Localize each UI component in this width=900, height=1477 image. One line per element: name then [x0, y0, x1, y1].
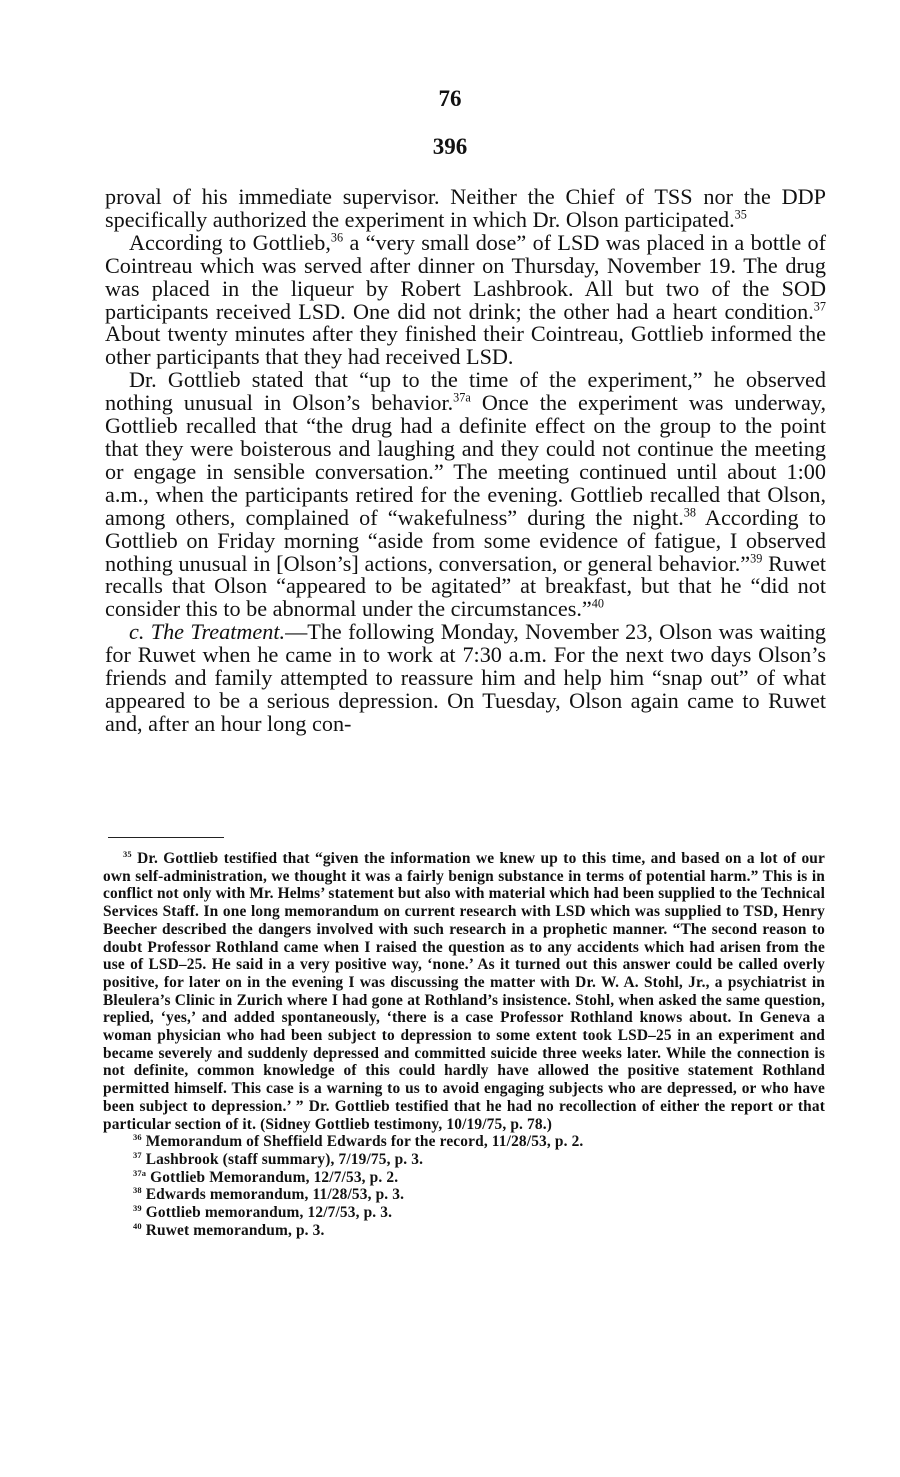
- paragraph-3-text-d: Ruwet recalls that Olson “appeared to be agitated” at breakfast, but that he “did not consider this to be abnormal under the circumstances.”: [105, 550, 826, 622]
- body-text: [105, 186, 826, 736]
- footnote-ref-38: 38: [683, 505, 696, 520]
- footnote-40: [103, 1222, 825, 1240]
- footnotes: [103, 850, 825, 1239]
- footnote-39: [103, 1204, 825, 1222]
- footnote-35: [103, 850, 825, 1133]
- footnote-39-text: Gottlieb memorandum, 12/7/53, p. 3.: [141, 1204, 393, 1222]
- footnote-35-text: Dr. Gottlieb testified that “given the information we knew up to this time, and based on a lot of our own self-administration, we thought it was a fairly benign substance in terms of potential harm.” This is in conflict not only with Mr. Helms’ statement but also with material which had been supplied to the Technical Services Staff. In one long memorandum on current research with LSD which was supplied to TSD, Henry Beecher described the dangers involved with such research in a prophetic manner. “The second reason to doubt Professor Rothland came when I raised the question as to any accidents which had arisen from the use of LSD–25. He said in a very positive way, ‘none.’ As it turned out this answer could be called overly positive, for later on in the evening I was discussing the matter with Dr. W. A. Stohl, Jr., a psychiatrist in Bleulera’s Clinic in Zurich where I had gone at Rothland’s insistence. Stohl, when asked the same question, replied, ‘yes,’ and added spontaneously, ‘there is a case Professor Rothland knows about. In Geneva a woman physician who had been subject to depression to some extent took LSD–25 in an experiment and became severely and suddenly depressed and committed suicide three weeks later. While the connection is not definite, common knowledge of this could hardly have allowed the positive statement Rothland permitted himself. This case is a warning to us to avoid engaging subjects who are depressed, or who have been subject to depression.’ ” Dr. Gottlieb testified that he had no recollection of either the report or that particular section of it. (Sidney Gottlieb testimony, 10/19/75, p. 78.): [103, 850, 825, 1133]
- footnote-36-text: Memorandum of Sheffield Edwards for the record, 11/28/53, p. 2.: [141, 1133, 584, 1151]
- footnote-ref-37a: 37a: [453, 390, 471, 405]
- paragraph-2-text-c: About twenty minutes after they finished their Cointreau, Gottlieb informed the other participants that they had received LSD.: [105, 321, 826, 370]
- footnote-ref-40: 40: [591, 596, 604, 611]
- original-page-number: 396: [432, 134, 468, 159]
- footnote-37: [103, 1151, 825, 1169]
- footnote-36: [103, 1133, 825, 1151]
- paragraph-3-text-c: According to Gottlieb on Friday morning “aside from some evidence of fatigue, I observed nothing unusual in [Olson’s] actions, conversation, or general behavior.”: [105, 504, 826, 576]
- paragraph-4: [105, 621, 826, 736]
- paragraph-2-text-a: According to Gottlieb,: [129, 229, 331, 255]
- footnote-37a: [103, 1169, 825, 1187]
- footnote-39-marker: 39: [133, 1203, 142, 1214]
- footnote-37-text: Lashbrook (staff summary), 7/19/75, p. 3.: [141, 1150, 424, 1168]
- footnote-divider: [108, 837, 224, 838]
- footnote-37-marker: 37: [133, 1150, 142, 1161]
- paragraph-1: [105, 186, 826, 232]
- paragraph-4-text: —The following Monday, November 23, Olson was waiting for Ruwet when he came in to work at 7:30 a.m. For the next two days Olson’s friends and family attempted to reassure him and help him “snap out” of what appeared to be a serious depression. On Tuesday, Olson again came to Ruwet and, after an hour long con-: [105, 619, 827, 736]
- footnote-ref-35: 35: [734, 207, 747, 222]
- footnote-35-marker: 35: [123, 849, 132, 860]
- section-heading-treatment: c. The Treatment.: [129, 619, 286, 645]
- paragraph-2: [105, 229, 827, 370]
- footnote-37a-marker: 37a: [133, 1167, 147, 1178]
- footnote-ref-37: 37: [813, 298, 826, 313]
- footnote-36-marker: 36: [133, 1132, 142, 1143]
- footnote-40-text: Ruwet memorandum, p. 3.: [141, 1221, 325, 1239]
- paragraph-3: [105, 369, 826, 621]
- paragraph-2-text-b: a “very small dose” of LSD was placed in a bottle of Cointreau which was served after dinner on Thursday, November 19. The drug was placed in the liqueur by Robert Lashbrook. All but two of the SOD participants received LSD. One did not drink; the other had a heart condition.: [105, 229, 827, 324]
- paragraph-3-text-a: Dr. Gottlieb stated that “up to the time of the experiment,” he observed nothing unusual in Olson’s behavior.: [105, 367, 826, 416]
- paragraph-1-text: proval of his immediate supervisor. Neither the Chief of TSS nor the DDP specifically authorized the experiment in which Dr. Olson participated.: [105, 184, 826, 232]
- footnote-40-marker: 40: [133, 1220, 142, 1231]
- footnote-38-marker: 38: [133, 1185, 142, 1196]
- paragraph-3-text-b: Once the experiment was underway, Gottlieb recalled that “the drug had a definite effect on the group to the point that they were boisterous and laughing and they could not continue the meeting or engage in sensible conversation.” The meeting continued until about 1:00 a.m., when the participants retired for the evening. Gottlieb recalled that Olson, among others, complained of “wakefulness” during the night.: [105, 390, 826, 530]
- footnote-ref-36: 36: [330, 230, 344, 245]
- footnote-ref-39: 39: [750, 550, 763, 565]
- footnote-38: [103, 1186, 825, 1204]
- page-number: 76: [438, 86, 462, 111]
- footnote-37a-text: Gottlieb Memorandum, 12/7/53, p. 2.: [146, 1168, 399, 1186]
- footnote-38-text: Edwards memorandum, 11/28/53, p. 3.: [141, 1186, 405, 1204]
